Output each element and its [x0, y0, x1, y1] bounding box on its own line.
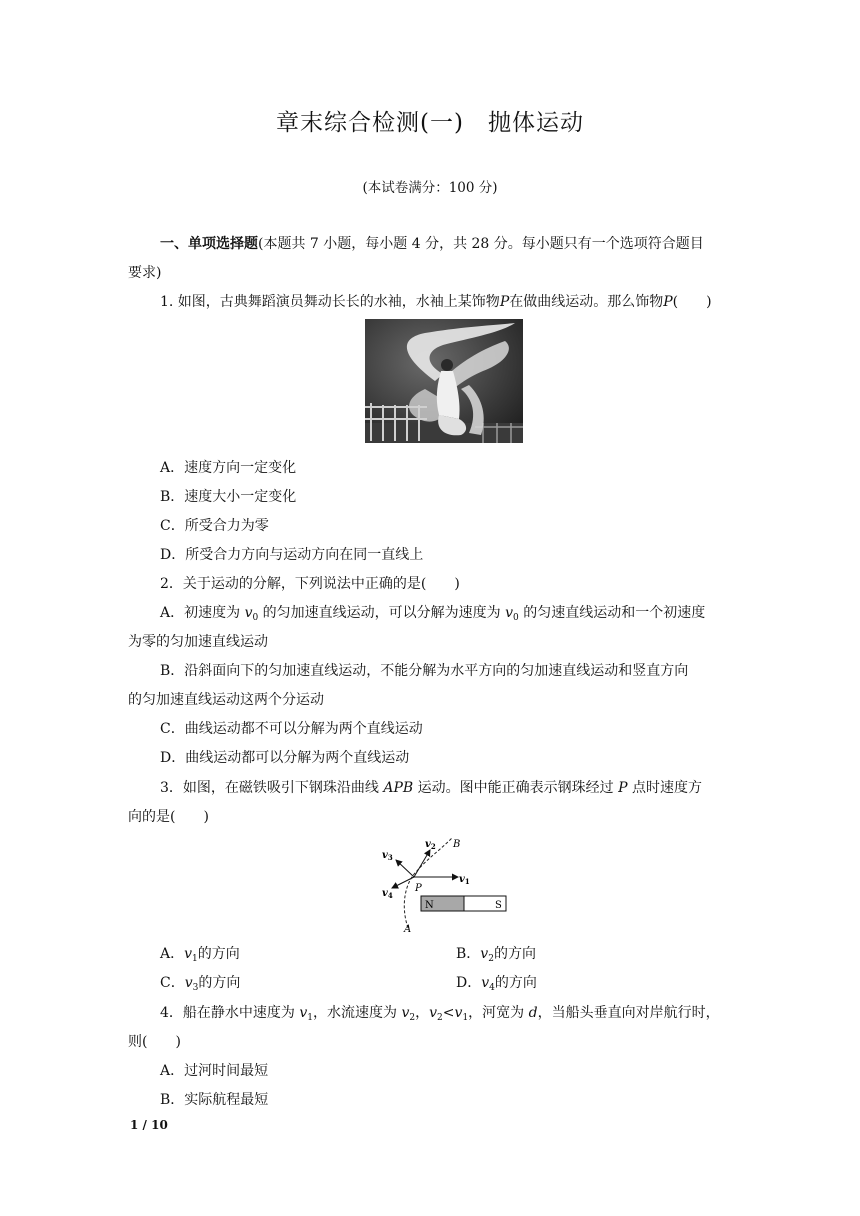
q3-stem-b: 运动。图中能正确表示钢珠经过	[413, 780, 619, 796]
vector-v2	[414, 850, 430, 877]
label-v1: $v_1$	[459, 874, 470, 886]
magnet-diagram	[378, 832, 513, 934]
q1-var-p: P	[499, 294, 510, 310]
label-v4: $v_4$	[382, 888, 393, 900]
q2-sub0: 0	[252, 613, 259, 623]
label-b: B	[453, 839, 461, 850]
q2-option-b: B．沿斜面向下的匀加速直线运动，不能分解为水平方向的匀加速直线运动和竖直方向	[160, 663, 689, 679]
label-s: S	[495, 900, 502, 911]
label-v2: $v_2$	[425, 839, 436, 851]
q3-var-apb: APB	[383, 780, 414, 796]
page-title: 章末综合检测(一) 抛体运动	[276, 110, 584, 136]
q4-option-a: A．过河时间最短	[160, 1063, 269, 1079]
q4-option-b: B．实际航程最短	[160, 1092, 269, 1108]
vector-v3	[396, 860, 414, 877]
q1-stem-a: 1. 如图，古典舞蹈演员舞动长长的水袖，水袖上某饰物	[160, 294, 500, 310]
q1-stem-b: 在做曲线运动。那么饰物	[509, 294, 664, 310]
q3-option-c: C．$v_3$的方向	[160, 975, 241, 993]
q2-sub0b: 0	[513, 613, 519, 623]
q3-stem-a: 3．如图，在磁铁吸引下钢珠沿曲线	[160, 780, 384, 796]
q2-option-b-cont: 的匀加速直线运动这两个分运动	[128, 692, 324, 708]
q3-stem-cont: 向的是( )	[128, 809, 209, 825]
q3-option-d: D．$v_4$的方向	[456, 975, 537, 993]
vector-v4	[392, 877, 414, 888]
q1-stem	[160, 291, 712, 311]
q2-var-v2: v	[505, 605, 514, 621]
label-n: N	[425, 900, 434, 911]
q2-var-v: v	[244, 605, 253, 621]
dancer-photo	[365, 319, 523, 443]
q1-option-b: B．速度大小一定变化	[160, 489, 297, 505]
q2-option-a-cont: 为零的匀加速直线运动	[128, 634, 268, 650]
trajectory-curve	[404, 838, 452, 928]
q1-var-p2: P	[663, 294, 673, 310]
q3-var-p: P	[618, 780, 628, 796]
q2-a-part1: A．初速度为	[160, 605, 245, 621]
q1-stem-c: ( )	[672, 294, 712, 310]
q2-option-a	[160, 602, 705, 622]
q2-a-part2: 的匀加速直线运动，可以分解为速度为	[258, 605, 506, 621]
section-desc: (本题共 7 小题，每小题 4 分，共 28 分。每小题只有一个选项符合题目	[258, 236, 704, 252]
q1-option-c: C．所受合力为零	[160, 518, 269, 534]
q2-stem: 2．关于运动的分解，下列说法中正确的是( )	[160, 576, 460, 592]
label-v3: $v_3$	[382, 850, 393, 862]
q2-a-part3: 的匀速直线运动和一个初速度	[518, 605, 706, 621]
label-p: P	[415, 883, 422, 894]
section-desc-cont: 要求)	[128, 265, 162, 281]
q4-stem: 4．船在静水中速度为 $v_1$，水流速度为 $v_2$，$v_2<v_1$，河宽为 d，当船头垂直向对岸航行时，	[160, 1005, 720, 1023]
label-a: A	[404, 924, 412, 934]
q2-option-c: C．曲线运动都不可以分解为两个直线运动	[160, 721, 423, 737]
q3-option-a: A．$v_1$的方向	[160, 946, 240, 964]
q4-stem-cont: 则( )	[128, 1034, 181, 1050]
section-title: 一、单项选择题	[160, 236, 258, 252]
q1-option-a: A．速度方向一定变化	[160, 460, 297, 476]
q2-option-d: D．曲线运动都可以分解为两个直线运动	[160, 750, 410, 766]
score-note: (本试卷满分：100 分)	[362, 180, 498, 196]
page-number: 1 / 10	[130, 1118, 168, 1132]
q3-option-b: B．$v_2$的方向	[456, 946, 536, 964]
q3-stem-c: 点时速度方	[627, 780, 702, 796]
q3-stem	[160, 777, 702, 797]
q1-option-d: D．所受合力方向与运动方向在同一直线上	[160, 547, 424, 563]
section-heading	[160, 233, 704, 253]
